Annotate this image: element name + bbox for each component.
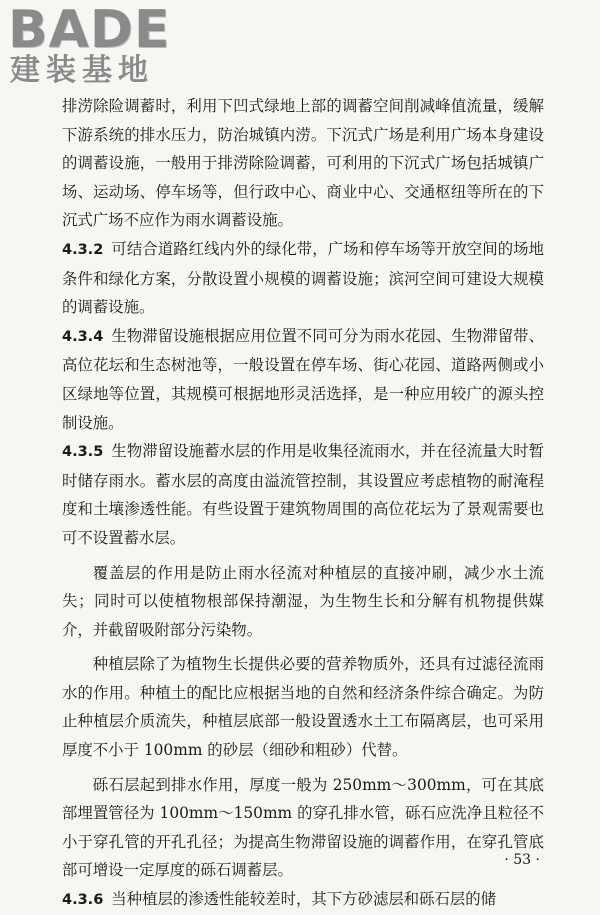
section-number: 4.3.5	[62, 444, 104, 461]
paragraph-text: 生物滞留设施蓄水层的作用是收集径流雨水，并在径流量大时暂时储存雨水。蓄水层的高度由溢流管控制，其设置应考虑植物的耐淹程度和土壤渗透性能。有些设置于建筑物周围的高位花坛为了景观需要也可不设置蓄水层。	[62, 442, 544, 547]
paragraph-cover-layer	[62, 559, 544, 645]
page-number: · 53 ·	[504, 852, 540, 868]
paragraph-text: 覆盖层的作用是防止雨水径流对种植层的直接冲刷，减少水土流失；同时可以使植物根部保持潮湿，为生物生长和分解有机物提供媒介，并截留吸附部分污染物。	[62, 563, 544, 639]
section-number: 4.3.6	[62, 892, 104, 909]
logo	[8, 0, 188, 94]
paragraph-text: 砾石层起到排水作用，厚度一般为 250mm～300mm，可在其底部埋置管径为 100mm～150mm 的穿孔排水管，砾石应洗净且粒径不小于穿孔管的开孔孔径；为提高生物滞留设施的调蓄作用，在穿孔管底部可增设一定厚度的砾石调蓄层。	[62, 775, 544, 880]
section-number: 4.3.2	[62, 241, 104, 258]
paragraph-text: 当种植层的渗透性能较差时，其下方砂滤层和砾石层的储	[111, 890, 497, 909]
paragraph-text: 生物滞留设施根据应用位置不同可分为雨水花园、生物滞留带、高位花坛和生态树池等，一般设置在停车场、街心花园、道路两侧或小区绿地等位置，其规模可根据地形灵活选择，是一种应用较广的源头控制设施。	[62, 326, 544, 432]
paragraph-text: 排涝除险调蓄时，利用下凹式绿地上部的调蓄空间削减峰值流量，缓解下游系统的排水压力，防治城镇内涝。下沉式广场是利用广场本身建设的调蓄设施，一般用于排涝除险调蓄，可利用的下沉式广场包括城镇广场、运动场、停车场等，但行政中心、商业中心、交通枢纽等所在的下沉式广场不应作为雨水调蓄设施。	[62, 97, 544, 230]
logo-wordmark: BADE	[8, 0, 171, 60]
paragraph-4-3-2	[62, 235, 544, 322]
page-content	[62, 92, 544, 915]
section-number: 4.3.4	[62, 328, 104, 345]
paragraph-planting-layer	[62, 650, 544, 764]
paragraph-4-3-5	[62, 437, 544, 552]
paragraph-continued	[62, 92, 544, 235]
logo-subtitle: 建装基地	[10, 53, 154, 88]
paragraph-4-3-4	[62, 322, 544, 437]
paragraph-gravel-layer	[62, 771, 544, 885]
paragraph-text: 可结合道路红线内外的绿化带，广场和停车场等开放空间的场地条件和绿化方案，分散设置小规模的调蓄设施；滨河空间可建设大规模的调蓄设施。	[62, 239, 544, 317]
paragraph-text: 种植层除了为植物生长提供必要的营养物质外，还具有过滤径流雨水的作用。种植土的配比应根据当地的自然和经济条件综合确定。为防止种植层介质流失，种植层底部一般设置透水土工布隔离层，也可采用厚度不小于 100mm 的砂层（细砂和粗砂）代替。	[62, 655, 544, 760]
